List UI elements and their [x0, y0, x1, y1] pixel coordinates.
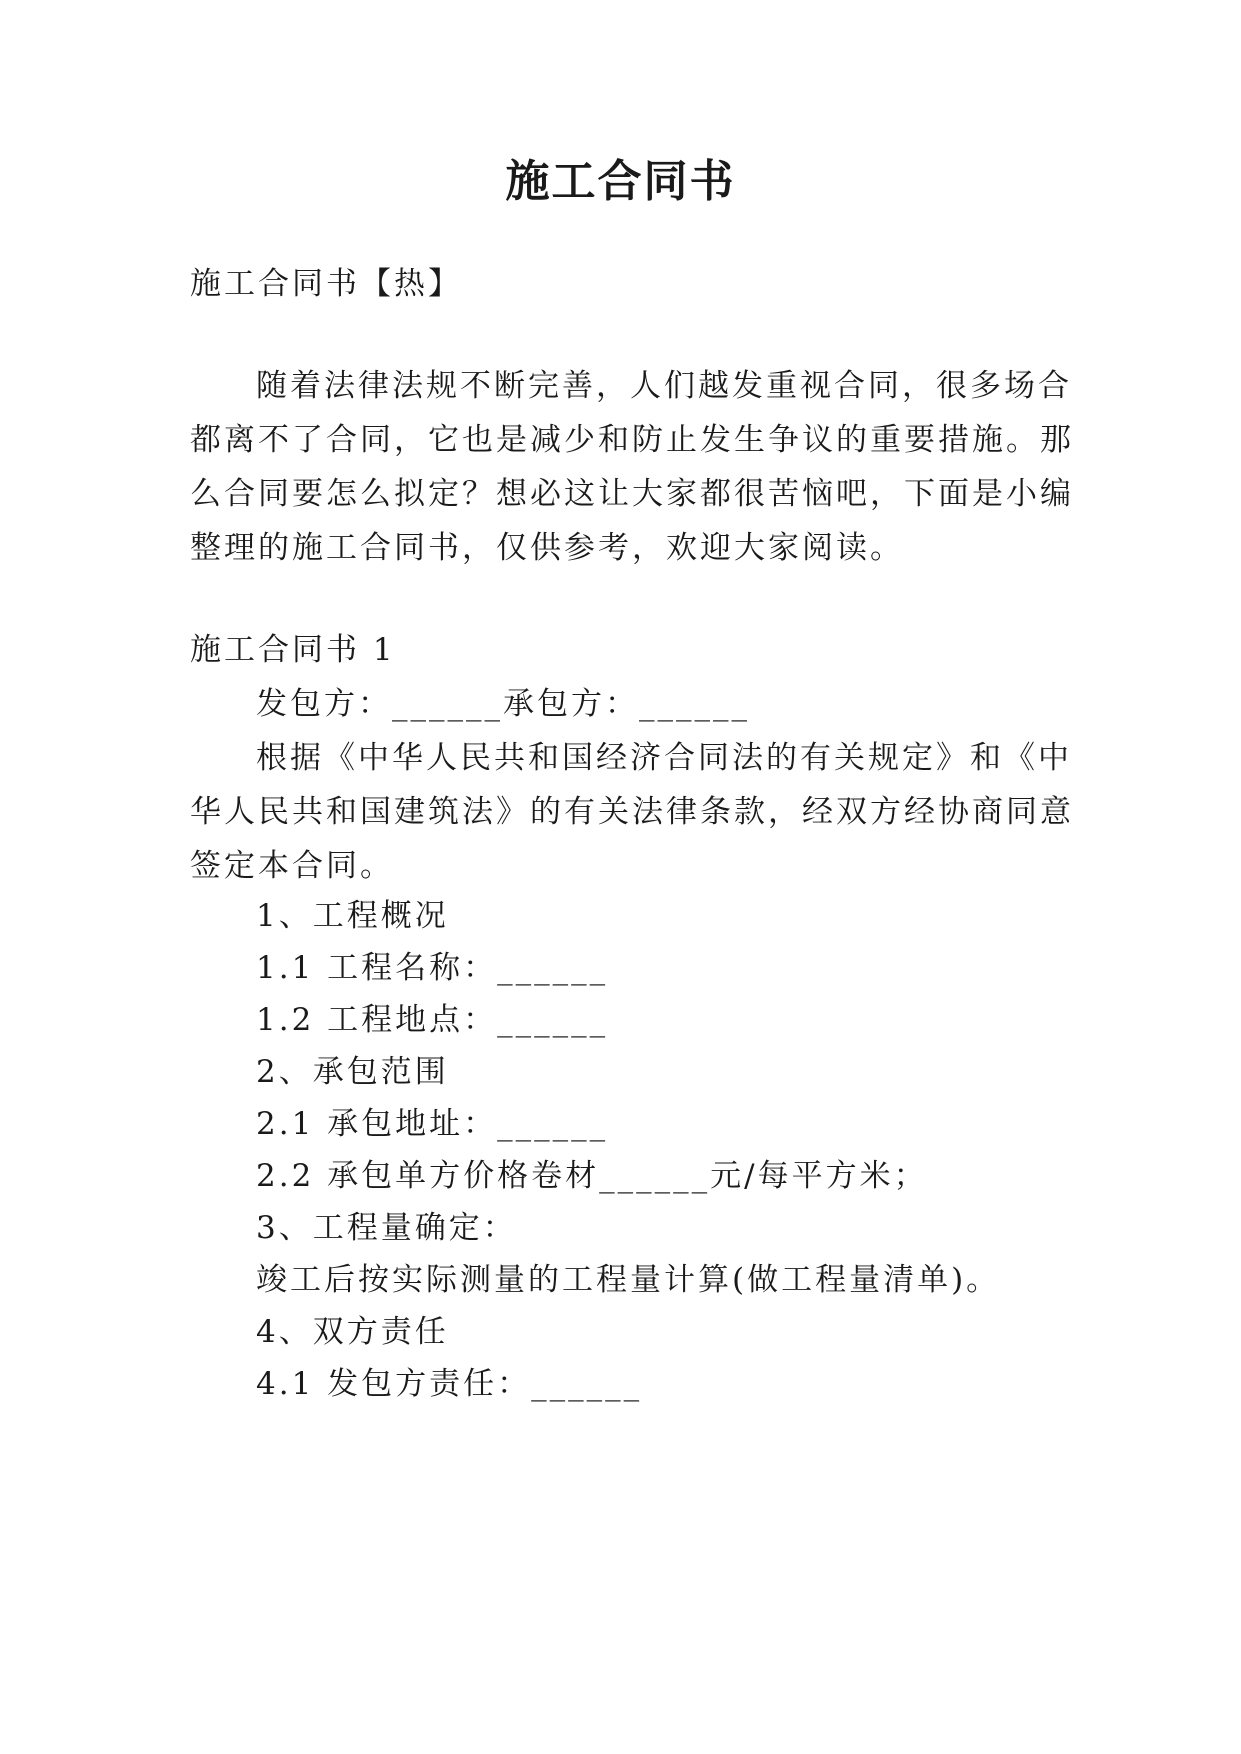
- parties-line: 发包方：______承包方：______: [256, 686, 750, 722]
- clause-line: 竣工后按实际测量的工程量计算(做工程量清单)。: [256, 1262, 1001, 1298]
- intro-line: 都离不了合同，它也是减少和防止发生争议的重要措施。那: [190, 422, 1074, 458]
- intro-line: 随着法律法规不断完善，人们越发重视合同，很多场合: [256, 368, 1072, 404]
- clause-line: 1.2 工程地点：______: [256, 1002, 609, 1038]
- clause-line: 1.1 工程名称：______: [256, 950, 609, 986]
- clause-line: 4、双方责任: [256, 1314, 449, 1350]
- document-title: 施工合同书: [505, 156, 736, 207]
- basis-line: 华人民共和国建筑法》的有关法律条款，经双方经协商同意: [190, 794, 1074, 830]
- clause-line: 2.1 承包地址：______: [256, 1106, 609, 1142]
- clause-line: 3、工程量确定：: [256, 1210, 517, 1246]
- clause-line: 1、工程概况: [256, 898, 449, 934]
- basis-line: 签定本合同。: [190, 848, 394, 884]
- intro-line: 整理的施工合同书，仅供参考，欢迎大家阅读。: [190, 530, 904, 566]
- basis-line: 根据《中华人民共和国经济合同法的有关规定》和《中: [256, 740, 1072, 776]
- clause-line: 4.1 发包方责任：______: [256, 1366, 643, 1402]
- intro-line: 么合同要怎么拟定？想必这让大家都很苦恼吧，下面是小编: [190, 476, 1074, 512]
- clause-line: 2.2 承包单方价格卷材______元/每平方米；: [256, 1158, 928, 1194]
- clause-line: 2、承包范围: [256, 1054, 449, 1090]
- document-subtitle: 施工合同书【热】: [190, 266, 462, 302]
- section-title: 施工合同书 1: [190, 632, 396, 668]
